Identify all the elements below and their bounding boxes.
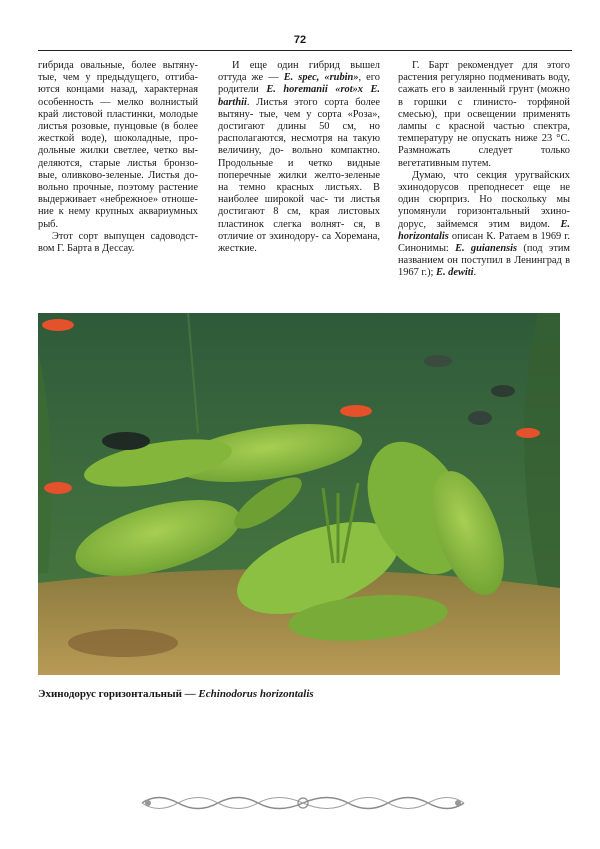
species-name: E. horizontalis <box>398 218 570 242</box>
species-name: E. spec, «rubin» <box>283 72 359 84</box>
decorative-ornament <box>138 790 468 816</box>
text-column-2 <box>218 60 380 255</box>
text-run: , его родители <box>218 72 380 96</box>
species-name: E. guianensis <box>455 243 518 255</box>
text-run: (под этим названием он поступил в Ленинград в 1967 г.); <box>398 243 570 279</box>
species-name: E. horemanii «rot»x E. barthii <box>218 84 380 108</box>
paragraph: Г. Барт рекомендует для этого растения регулярно подменивать воду, сажать его в заиленный грунт (можно в горшки с глинисто- торфяной смесью), при освещении применять лампы с красной частью спектра, температуру не опускать ниже 23 °С. Размножать следует только вегетативным путем. <box>398 60 570 169</box>
text-run: . <box>473 267 477 279</box>
text-run: Думаю, что секция уругвайских эхинодорусов преподнесет еще не один сюрприз. Но поскольку мы упомянули горизонтальный эхино- дорус, займемся этим видом. <box>398 169 570 230</box>
photo-caption <box>38 688 568 700</box>
aquarium-illustration <box>38 313 560 675</box>
header-rule <box>38 50 572 51</box>
paragraph <box>398 170 570 280</box>
text-column-1 <box>38 60 198 255</box>
aquarium-photo <box>38 313 560 675</box>
paragraph: Этот сорт выпущен садоводст- вом Г. Барта в Дессау. <box>38 230 198 255</box>
text-column-3 <box>398 60 570 280</box>
paragraph <box>218 60 380 255</box>
species-name: E. dewiti <box>436 267 474 279</box>
text-run: . Листья этого сорта более вытяну- тые, чем у сорта «Роза», достигают длины 50 см, но располагаются, несмотря на такую величину, до- вольно компактно. Продольные и четко видные поперечные жилки желто-зеленые на темно красных листьях. В наиболее широкой час- ти листья достигают 8 см, края листовых пластинок слегка волнят- ся, в отличие от эхинодору- са Хоремана, жесткие. <box>218 96 380 255</box>
text-run: описан К. Ратаем в 1969 г. Синонимы: <box>398 230 570 255</box>
page-number: 72 <box>293 34 307 46</box>
caption-latin: Echinodorus horizontalis <box>198 688 314 700</box>
paragraph: гибрида овальные, более вытяну- тые, чем у предыдущего, отгиба- ются концами назад, характерная особенность — мелко волнистый край листовой пластинки, молодые листья розовые, пунцовые (в более жесткой воде), шоколадные, про- дольные жилки светлее, четко вы- деляются, старые листья бронзо- вые, оливково-зеленые. Листья до- вольно прочные, поэтому растение выдерживает «небрежное» отноше- ние к нему крупных аквариумных рыб. <box>38 60 198 230</box>
caption-text: Эхинодорус горизонтальный — <box>38 688 199 700</box>
text-run: И еще один гибрид вышел оттуда же — <box>218 60 380 84</box>
